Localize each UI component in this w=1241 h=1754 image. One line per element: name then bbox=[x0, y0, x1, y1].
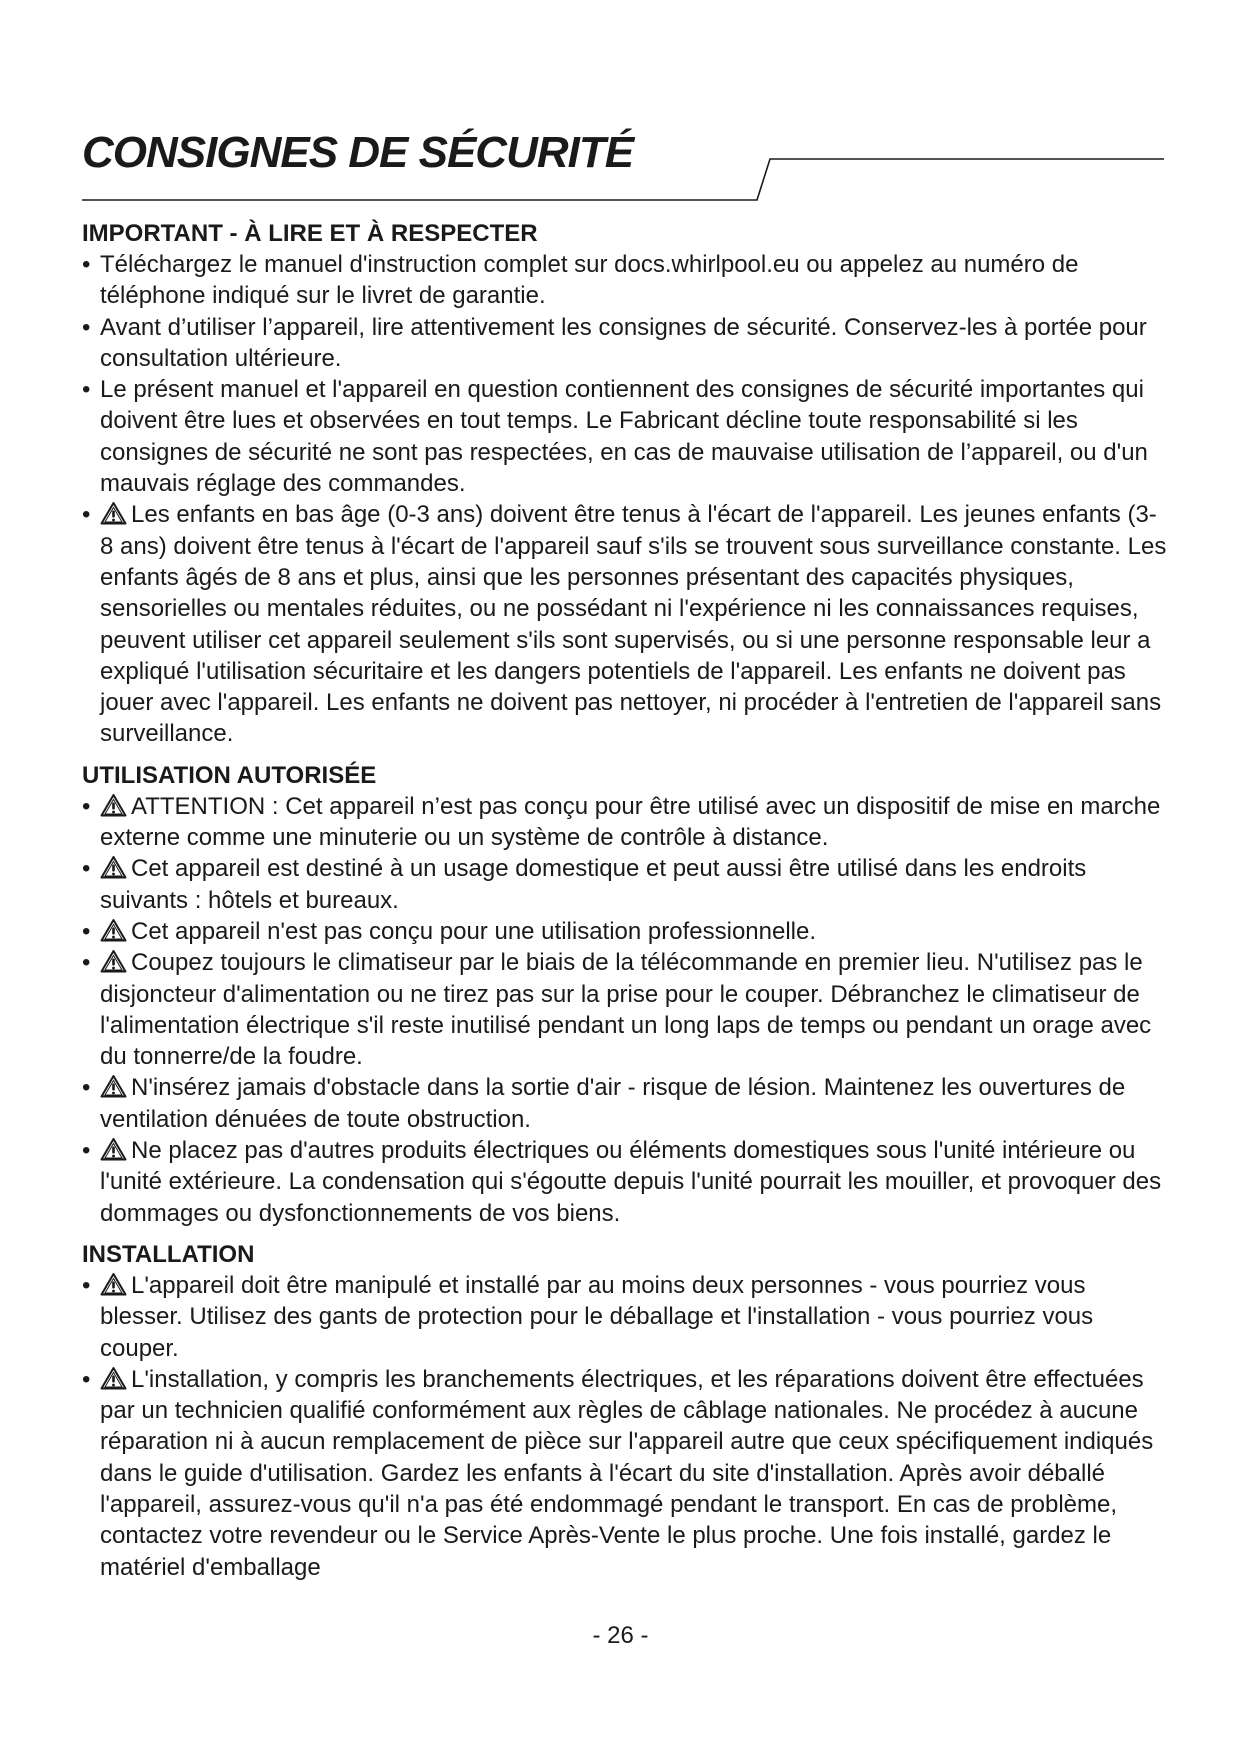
item-text: N'insérez jamais d'obstacle dans la sortie d'air - risque de lésion. Maintenez les ouvertures de ventilation dénuées de toute obstruction. bbox=[100, 1074, 1126, 1133]
list-item bbox=[82, 1270, 1167, 1364]
safety-content bbox=[82, 218, 1167, 1583]
item-text: Téléchargez le manuel d'instruction complet sur docs.whirlpool.eu ou appelez au numéro de téléphone indiqué sur le livret de garantie. bbox=[100, 251, 1079, 310]
warning-icon bbox=[100, 1137, 127, 1161]
section-heading-installation: INSTALLATION bbox=[82, 1240, 255, 1268]
item-text: Coupez toujours le climatiseur par le biais de la télécommande en premier lieu. N'utilisez pas le disjoncteur d'alimentation ou ne tirez pas sur la prise pour le couper. Débranchez le climatiseur de l'alimentation électrique s'il reste inutilisé pendant un long laps de temps ou pendant un orage avec du tonnerre/de la foudre. bbox=[100, 949, 1152, 1071]
item-text: Avant d’utiliser l’appareil, lire attentivement les consignes de sécurité. Conservez-les à portée pour consultation ultérieure. bbox=[100, 313, 1147, 372]
list-item bbox=[82, 791, 1167, 854]
section-list-important bbox=[82, 249, 1167, 750]
section-list-installation bbox=[82, 1270, 1167, 1583]
warning-icon bbox=[100, 855, 127, 879]
warning-icon bbox=[100, 793, 127, 817]
list-item bbox=[82, 1135, 1167, 1229]
item-text: Cet appareil n'est pas conçu pour une utilisation professionnelle. bbox=[131, 917, 817, 945]
list-item bbox=[82, 499, 1167, 749]
list-item bbox=[82, 312, 1167, 375]
list-item bbox=[82, 1072, 1167, 1135]
warning-icon bbox=[100, 501, 127, 525]
item-text: Le présent manuel et l'appareil en question contiennent des consignes de sécurité importantes qui doivent être lues et observées en tout temps. Le Fabricant décline toute responsabilité si les consignes de sécurité ne sont pas respectées, en cas de mauvaise utilisation de l’appareil, ou d'un mauvais réglage des commandes. bbox=[100, 376, 1148, 498]
list-item bbox=[82, 374, 1167, 499]
item-text: L'appareil doit être manipulé et installé par au moins deux personnes - vous pourriez vous blesser. Utilisez des gants de protection pour le déballage et l'installation - vous pourriez vous couper. bbox=[100, 1271, 1094, 1362]
item-text: L'installation, y compris les branchements électriques, et les réparations doivent être effectuées par un technicien qualifié conformément aux règles de câblage nationales. Ne procédez à aucune réparation ni à aucun remplacement de pièce sur l'appareil autre que ceux spécifiquement indiqués dans le guide d'utilisation. Gardez les enfants à l'écart du site d'installation. Après avoir déballé l'appareil, assurez-vous qu'il n'a pas été endommagé pendant le transport. En cas de problème, contactez votre revendeur ou le Service Après-Vente le plus proche. Une fois installé, gardez le matériel d'emballage bbox=[100, 1365, 1154, 1581]
section-heading-authorized-use: UTILISATION AUTORISÉE bbox=[82, 761, 377, 789]
warning-icon bbox=[100, 918, 127, 942]
warning-icon bbox=[100, 1366, 127, 1390]
title-block bbox=[82, 128, 1164, 208]
item-text: Cet appareil est destiné à un usage domestique et peut aussi être utilisé dans les endroits suivants : hôtels et bureaux. bbox=[100, 855, 1087, 914]
page-title: CONSIGNES DE SÉCURITÉ bbox=[82, 128, 634, 177]
warning-icon bbox=[100, 1074, 127, 1098]
page-number: - 26 - bbox=[592, 1622, 649, 1649]
list-item bbox=[82, 947, 1167, 1072]
list-item bbox=[82, 853, 1167, 916]
section-heading-important: IMPORTANT - À LIRE ET À RESPECTER bbox=[82, 220, 538, 247]
section-list-authorized-use bbox=[82, 791, 1167, 1229]
item-text: Les enfants en bas âge (0-3 ans) doivent être tenus à l'écart de l'appareil. Les jeunes enfants (3-8 ans) doivent être tenus à l'écart de l'appareil sauf s'ils se trouvent sous surveillance constante. Les enfants âgés de 8 ans et plus, ainsi que les personnes présentant des capacités physiques, sensorielles ou mentales réduites, ou ne possédant ni l'expérience ni les connaissances requises, peuvent utiliser cet appareil seulement s'ils sont supervisés, ou si une personne responsable leur a expliqué l'utilisation sécuritaire et les dangers potentiels de l'appareil. Les enfants ne doivent pas jouer avec l'appareil. Les enfants ne doivent pas nettoyer, ni procéder à l'entretien de l'appareil sans surveillance. bbox=[100, 501, 1167, 748]
warning-icon bbox=[100, 949, 127, 973]
warning-icon bbox=[100, 1272, 127, 1296]
list-item bbox=[82, 1364, 1167, 1583]
item-text: Ne placez pas d'autres produits électriques ou éléments domestiques sous l'unité intérieure ou l'unité extérieure. La condensation qui s'égoutte depuis l'unité pourrait les mouiller, et provoquer des dommages ou dysfonctionnements de vos biens. bbox=[100, 1137, 1162, 1227]
list-item bbox=[82, 249, 1167, 312]
list-item bbox=[82, 916, 1167, 947]
item-text: ATTENTION : Cet appareil n’est pas conçu pour être utilisé avec un dispositif de mise en marche externe comme une minuterie ou un système de contrôle à distance. bbox=[100, 792, 1161, 852]
